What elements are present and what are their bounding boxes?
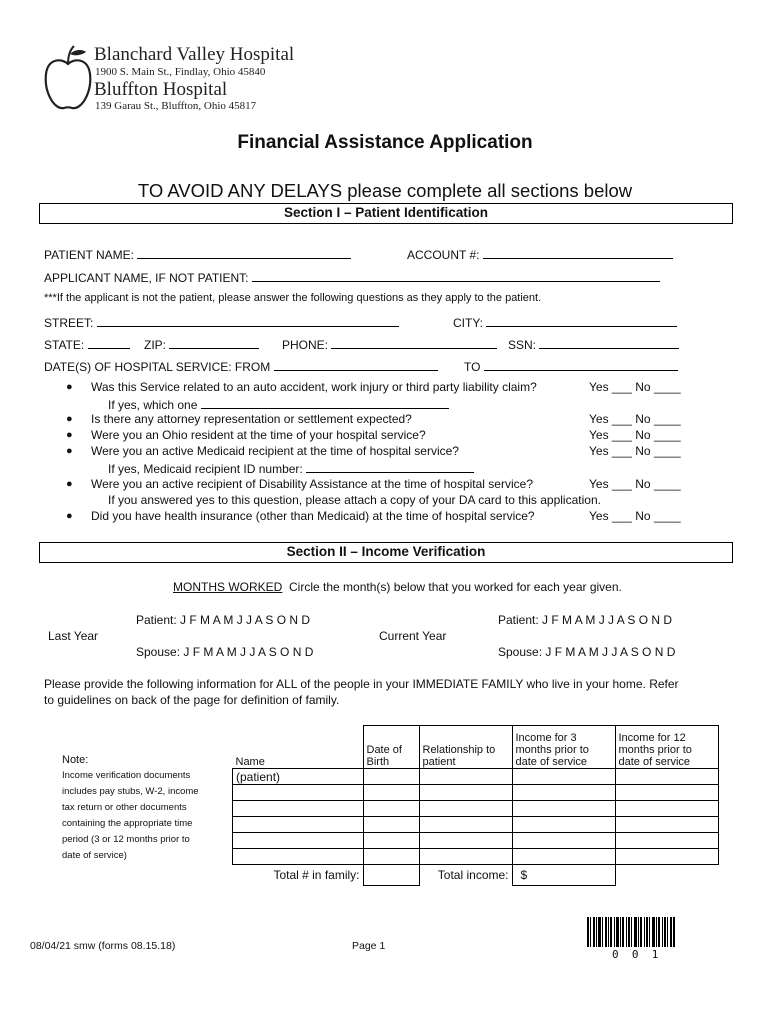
city-label: CITY: xyxy=(453,316,484,330)
table-cell[interactable] xyxy=(419,769,512,785)
question-3-yes-no[interactable]: Yes ___ No ____ xyxy=(589,428,681,442)
table-cell[interactable] xyxy=(233,785,364,801)
table-cell[interactable] xyxy=(363,769,419,785)
date-to-field[interactable] xyxy=(464,358,678,374)
table-cell[interactable] xyxy=(615,801,718,817)
table-cell[interactable] xyxy=(615,817,718,833)
state-label: STATE: xyxy=(44,338,85,352)
family-instruction-line2: to guidelines on back of the page for definition of family. xyxy=(44,693,340,707)
section2-header: Section II – Income Verification xyxy=(39,542,733,563)
question-5-yes-no[interactable]: Yes ___ No ____ xyxy=(589,477,681,491)
table-cell[interactable] xyxy=(363,833,419,849)
note-line: tax return or other documents xyxy=(62,802,187,813)
city-field[interactable] xyxy=(453,314,677,330)
total-family-label: Total # in family: xyxy=(273,868,360,883)
bullet-icon: ● xyxy=(66,413,73,425)
state-line[interactable] xyxy=(88,336,130,349)
hospital2-address: 139 Garau St., Bluffton, Ohio 45817 xyxy=(95,100,257,112)
column-header-income-12 xyxy=(615,726,718,769)
ssn-field[interactable] xyxy=(508,336,679,352)
table-cell[interactable] xyxy=(615,785,718,801)
table-cell[interactable] xyxy=(419,801,512,817)
date-to-label: TO xyxy=(464,360,481,374)
question-6-yes-no[interactable]: Yes ___ No ____ xyxy=(589,509,681,523)
table-cell[interactable] xyxy=(512,833,615,849)
question-1: Was this Service related to an auto accident, work injury or third party liability claim? xyxy=(91,380,537,394)
apple-logo-icon xyxy=(42,44,94,114)
applicant-name-field[interactable] xyxy=(44,269,660,285)
table-cell[interactable] xyxy=(512,817,615,833)
bullet-icon: ● xyxy=(66,381,73,393)
hospital2-name: Bluffton Hospital xyxy=(94,79,228,100)
empty-cell xyxy=(615,865,718,886)
months-worked-instruction xyxy=(173,580,622,594)
applicant-name-label: APPLICANT NAME, IF NOT PATIENT: xyxy=(44,271,249,285)
account-field[interactable] xyxy=(407,246,673,262)
bullet-icon: ● xyxy=(66,510,73,522)
street-label: STREET: xyxy=(44,316,94,330)
table-cell[interactable] xyxy=(512,785,615,801)
table-cell[interactable] xyxy=(233,849,364,865)
note-line: period (3 or 12 months prior to xyxy=(62,834,190,845)
table-cell[interactable] xyxy=(363,801,419,817)
patient-name-label: PATIENT NAME: xyxy=(44,248,135,262)
inc12-line2: months prior to xyxy=(618,744,692,756)
table-row[interactable] xyxy=(233,801,719,817)
question-2: Is there any attorney representation or settlement expected? xyxy=(91,412,412,426)
table-row[interactable] xyxy=(233,833,719,849)
table-cell[interactable] xyxy=(512,801,615,817)
current-year-spouse-months[interactable]: Spouse: J F M A M J J A S O N D xyxy=(498,645,676,659)
barcode-number: 0 0 1 xyxy=(612,948,659,961)
hospital1-name: Blanchard Valley Hospital xyxy=(94,44,295,65)
patient-name-cell[interactable]: (patient) xyxy=(233,769,364,785)
street-line[interactable] xyxy=(97,314,399,327)
bullet-icon: ● xyxy=(66,445,73,457)
table-row[interactable] xyxy=(233,849,719,865)
table-cell[interactable] xyxy=(363,817,419,833)
question-3: Were you an Ohio resident at the time of your hospital service? xyxy=(91,428,426,442)
phone-line[interactable] xyxy=(331,336,497,349)
form-version: 08/04/21 smw (forms 08.15.18) xyxy=(30,940,176,952)
column-header-income-3 xyxy=(512,726,615,769)
patient-name-line[interactable] xyxy=(137,246,351,259)
total-income-label: Total income: xyxy=(437,868,509,883)
table-row[interactable] xyxy=(233,785,719,801)
page-number: Page 1 xyxy=(352,940,386,952)
question-4-followup[interactable] xyxy=(108,460,474,476)
service-dates-field[interactable] xyxy=(44,358,438,374)
phone-label: PHONE: xyxy=(282,338,329,352)
table-cell[interactable] xyxy=(363,785,419,801)
page-title: Financial Assistance Application xyxy=(237,132,533,153)
city-line[interactable] xyxy=(486,314,677,327)
dob-line2: Birth xyxy=(366,756,390,768)
table-cell[interactable] xyxy=(615,849,718,865)
service-dates-label: DATE(S) OF HOSPITAL SERVICE: FROM xyxy=(44,360,271,374)
family-table xyxy=(232,725,719,886)
bullet-icon: ● xyxy=(66,429,73,441)
street-field[interactable] xyxy=(44,314,399,330)
rel-line1: Relationship to xyxy=(422,744,496,756)
question-6: Did you have health insurance (other than Medicaid) at the time of hospital service? xyxy=(91,509,535,523)
zip-field[interactable] xyxy=(144,336,259,352)
table-cell[interactable] xyxy=(233,817,364,833)
question-4: Were you an active Medicaid recipient at the time of hospital service? xyxy=(91,444,459,458)
table-cell[interactable] xyxy=(512,849,615,865)
patient-name-field[interactable] xyxy=(44,246,351,262)
section1-header: Section I – Patient Identification xyxy=(39,203,733,224)
table-cell[interactable] xyxy=(233,801,364,817)
inc3-line2: months prior to xyxy=(515,744,589,756)
total-family-cell[interactable] xyxy=(363,865,419,886)
question-1-followup-line[interactable] xyxy=(201,396,449,409)
hospital1-address: 1900 S. Main St., Findlay, Ohio 45840 xyxy=(95,66,266,78)
applicant-note: ***If the applicant is not the patient, please answer the following questions as they apply to the patient. xyxy=(44,292,542,304)
current-year-patient-months[interactable]: Patient: J F M A M J J A S O N D xyxy=(498,613,673,627)
table-cell[interactable] xyxy=(419,833,512,849)
last-year-spouse-months[interactable]: Spouse: J F M A M J J A S O N D xyxy=(136,645,314,659)
table-cell[interactable] xyxy=(363,849,419,865)
table-row[interactable] xyxy=(233,817,719,833)
last-year-patient-months[interactable]: Patient: J F M A M J J A S O N D xyxy=(136,613,311,627)
account-line[interactable] xyxy=(483,246,673,259)
applicant-name-line[interactable] xyxy=(252,269,660,282)
note-line: containing the appropriate time xyxy=(62,818,193,829)
months-worked-text: Circle the month(s) below that you worked for each year given. xyxy=(289,580,622,594)
table-row[interactable] xyxy=(233,769,719,785)
inc3-line3: date of service xyxy=(515,756,588,768)
note-line: date of service) xyxy=(62,850,127,861)
inc12-line1: Income for 12 xyxy=(618,732,686,744)
hospital-logo xyxy=(42,44,94,114)
totals-row[interactable] xyxy=(233,865,719,886)
rel-line2: patient xyxy=(422,756,456,768)
last-year-label: Last Year xyxy=(48,629,99,643)
column-header-dob xyxy=(363,726,419,769)
column-header-name: Name xyxy=(233,726,364,769)
zip-line[interactable] xyxy=(169,336,259,349)
bullet-icon: ● xyxy=(66,478,73,490)
question-5-followup: If you answered yes to this question, please attach a copy of your DA card to this application. xyxy=(108,493,601,507)
table-cell[interactable] xyxy=(233,833,364,849)
total-income-cell[interactable]: $ xyxy=(512,865,615,886)
table-cell[interactable] xyxy=(419,849,512,865)
date-from-line[interactable] xyxy=(274,358,438,371)
dob-line1: Date of xyxy=(366,744,402,756)
family-instruction-line1: Please provide the following information for ALL of the people in your IMMEDIATE FAMILY who live in your home. Refer xyxy=(44,677,679,691)
barcode-icon xyxy=(587,917,675,947)
table-header-row xyxy=(233,726,719,769)
medicaid-id-line[interactable] xyxy=(306,460,474,473)
phone-field[interactable] xyxy=(282,336,497,352)
question-1-followup[interactable] xyxy=(108,396,449,412)
table-cell[interactable] xyxy=(419,817,512,833)
zip-label: ZIP: xyxy=(144,338,167,352)
note-line: includes pay stubs, W-2, income xyxy=(62,786,199,797)
account-label: ACCOUNT #: xyxy=(407,248,480,262)
question-5: Were you an active recipient of Disability Assistance at the time of hospital service? xyxy=(91,477,533,491)
ssn-label: SSN: xyxy=(508,338,537,352)
question-4-followup-label: If yes, Medicaid recipient ID number: xyxy=(108,462,303,476)
current-year-label: Current Year xyxy=(379,629,447,643)
question-2-yes-no[interactable]: Yes ___ No ____ xyxy=(589,412,681,426)
table-cell[interactable] xyxy=(419,785,512,801)
state-field[interactable] xyxy=(44,336,130,352)
note-line: Income verification documents xyxy=(62,770,191,781)
months-worked-label: MONTHS WORKED xyxy=(173,580,283,594)
column-header-relationship xyxy=(419,726,512,769)
note-title: Note: xyxy=(62,754,89,766)
date-to-line[interactable] xyxy=(484,358,678,371)
inc3-line1: Income for 3 xyxy=(515,732,577,744)
question-1-followup-label: If yes, which one xyxy=(108,398,198,412)
table-cell[interactable] xyxy=(615,833,718,849)
ssn-line[interactable] xyxy=(539,336,679,349)
inc12-line3: date of service xyxy=(618,756,691,768)
question-1-yes-no[interactable]: Yes ___ No ____ xyxy=(589,380,681,394)
table-cell[interactable] xyxy=(615,769,718,785)
table-cell[interactable] xyxy=(512,769,615,785)
question-4-yes-no[interactable]: Yes ___ No ____ xyxy=(589,444,681,458)
page-subtitle: TO AVOID ANY DELAYS please complete all sections below xyxy=(137,180,633,201)
